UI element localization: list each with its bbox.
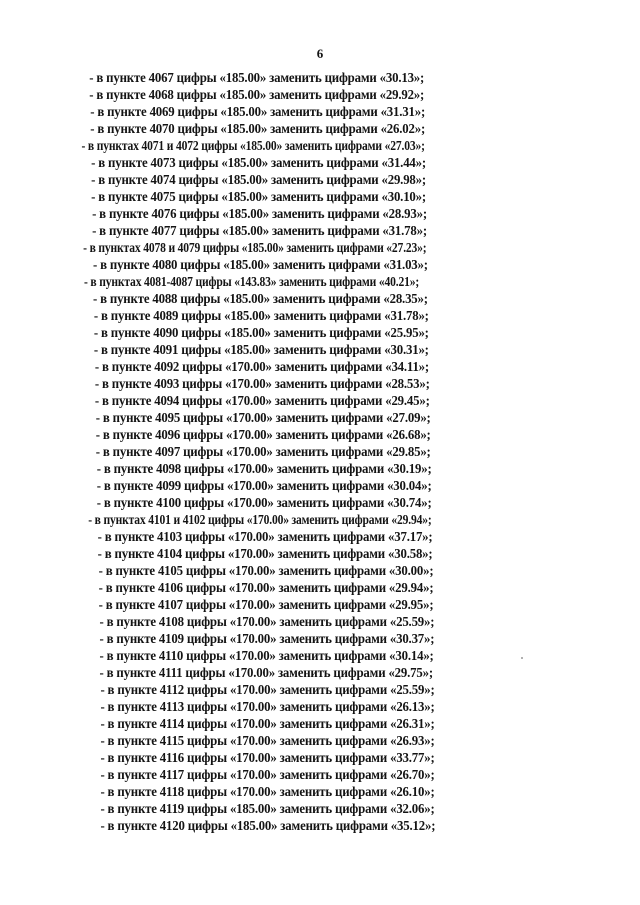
amendment-item: - в пункте 4067 цифры «185.00» заменить цифрами «30.13»; [89, 70, 425, 85]
amendment-item: - в пункте 4098 цифры «170.00» заменить цифрами «30.19»; [96, 461, 432, 476]
amendment-item: - в пункте 4105 цифры «170.00» заменить цифрами «30.00»; [98, 563, 434, 578]
amendment-item: - в пунктах 4071 и 4072 цифры «185.00» заменить цифрами «27.03»; [81, 138, 425, 153]
amendment-item: - в пункте 4093 цифры «170.00» заменить цифрами «28.53»; [94, 376, 430, 391]
amendment-item: - в пункте 4091 цифры «185.00» заменить цифрами «30.31»; [93, 342, 429, 357]
amendment-item: - в пункте 4120 цифры «185.00» заменить цифрами «35.12»; [100, 818, 436, 833]
amendment-item: - в пункте 4114 цифры «170.00» заменить цифрами «26.31»; [100, 716, 435, 731]
amendment-item: - в пункте 4069 цифры «185.00» заменить цифрами «31.31»; [90, 104, 426, 119]
amendment-item: - в пункте 4117 цифры «170.00» заменить цифрами «26.70»; [100, 767, 435, 782]
amendment-item: - в пункте 4094 цифры «170.00» заменить цифрами «29.45»; [94, 393, 430, 408]
amendment-item: - в пункте 4108 цифры «170.00» заменить цифрами «25.59»; [99, 614, 435, 629]
amendment-item: - в пункте 4090 цифры «185.00» заменить цифрами «25.95»; [93, 325, 429, 340]
amendment-item: - в пункте 4096 цифры «170.00» заменить цифрами «26.68»; [95, 427, 431, 442]
amendment-item: - в пункте 4112 цифры «170.00» заменить цифрами «25.59»; [100, 682, 435, 697]
amendment-item: - в пункте 4070 цифры «185.00» заменить цифрами «26.02»; [90, 121, 426, 136]
amendment-item: - в пункте 4106 цифры «170.00» заменить цифрами «29.94»; [98, 580, 434, 595]
amendment-item: - в пункте 4092 цифры «170.00» заменить цифрами «34.11»; [94, 359, 429, 374]
amendment-item: - в пункте 4095 цифры «170.00» заменить цифрами «27.09»; [95, 410, 431, 425]
amendment-item: - в пунктах 4078 и 4079 цифры «185.00» заменить цифрами «27.23»; [83, 240, 427, 255]
amendment-item: - в пункте 4110 цифры «170.00» заменить цифрами «30.14»; [99, 648, 434, 663]
amendment-item: - в пункте 4068 цифры «185.00» заменить цифрами «29.92»; [89, 87, 425, 102]
amendment-item: - в пункте 4109 цифры «170.00» заменить цифрами «30.37»; [99, 631, 435, 646]
page-number: 6 [316, 46, 324, 61]
amendment-item: - в пункте 4111 цифры «170.00» заменить цифрами «29.75»; [99, 665, 433, 680]
amendment-item: - в пункте 4088 цифры «185.00» заменить цифрами «28.35»; [93, 291, 428, 306]
amendment-item: - в пункте 4097 цифры «170.00» заменить цифрами «29.85»; [95, 444, 431, 459]
amendment-item: - в пункте 4103 цифры «170.00» заменить цифрами «37.17»; [97, 529, 433, 544]
amendment-item: - в пункте 4080 цифры «185.00» заменить цифрами «31.03»; [93, 257, 428, 272]
amendment-item: - в пункте 4113 цифры «170.00» заменить цифрами «26.13»; [100, 699, 435, 714]
amendment-item: - в пункте 4119 цифры «185.00» заменить цифрами «32.06»; [100, 801, 435, 816]
amendment-item: - в пунктах 4081-4087 цифры «143.83» заменить цифрами «40.21»; [84, 274, 420, 289]
amendment-item: - в пункте 4118 цифры «170.00» заменить цифрами «26.10»; [100, 784, 435, 799]
amendment-item: - в пунктах 4101 и 4102 цифры «170.00» заменить цифрами «29.94»; [88, 512, 432, 527]
amendment-item: - в пункте 4116 цифры «170.00» заменить цифрами «33.77»; [100, 750, 435, 765]
amendment-item: - в пункте 4073 цифры «185.00» заменить цифрами «31.44»; [91, 155, 426, 170]
amendment-item: - в пункте 4107 цифры «170.00» заменить цифрами «29.95»; [98, 597, 434, 612]
amendment-item: - в пункте 4089 цифры «185.00» заменить цифрами «31.78»; [93, 308, 429, 323]
amendment-list [0, 69, 640, 834]
amendment-item: - в пункте 4075 цифры «185.00» заменить цифрами «30.10»; [91, 189, 426, 204]
scan-speck [521, 657, 523, 659]
amendment-item: - в пункте 4077 цифры «185.00» заменить цифрами «31.78»; [92, 223, 427, 238]
amendment-item: - в пункте 4074 цифры «185.00» заменить цифрами «29.98»; [91, 172, 426, 187]
amendment-item: - в пункте 4115 цифры «170.00» заменить цифрами «26.93»; [100, 733, 435, 748]
amendment-item: - в пункте 4099 цифры «170.00» заменить цифрами «30.04»; [96, 478, 432, 493]
amendment-item: - в пункте 4100 цифры «170.00» заменить цифрами «30.74»; [96, 495, 432, 510]
amendment-item: - в пункте 4104 цифры «170.00» заменить цифрами «30.58»; [97, 546, 433, 561]
amendment-item: - в пункте 4076 цифры «185.00» заменить цифрами «28.93»; [92, 206, 427, 221]
